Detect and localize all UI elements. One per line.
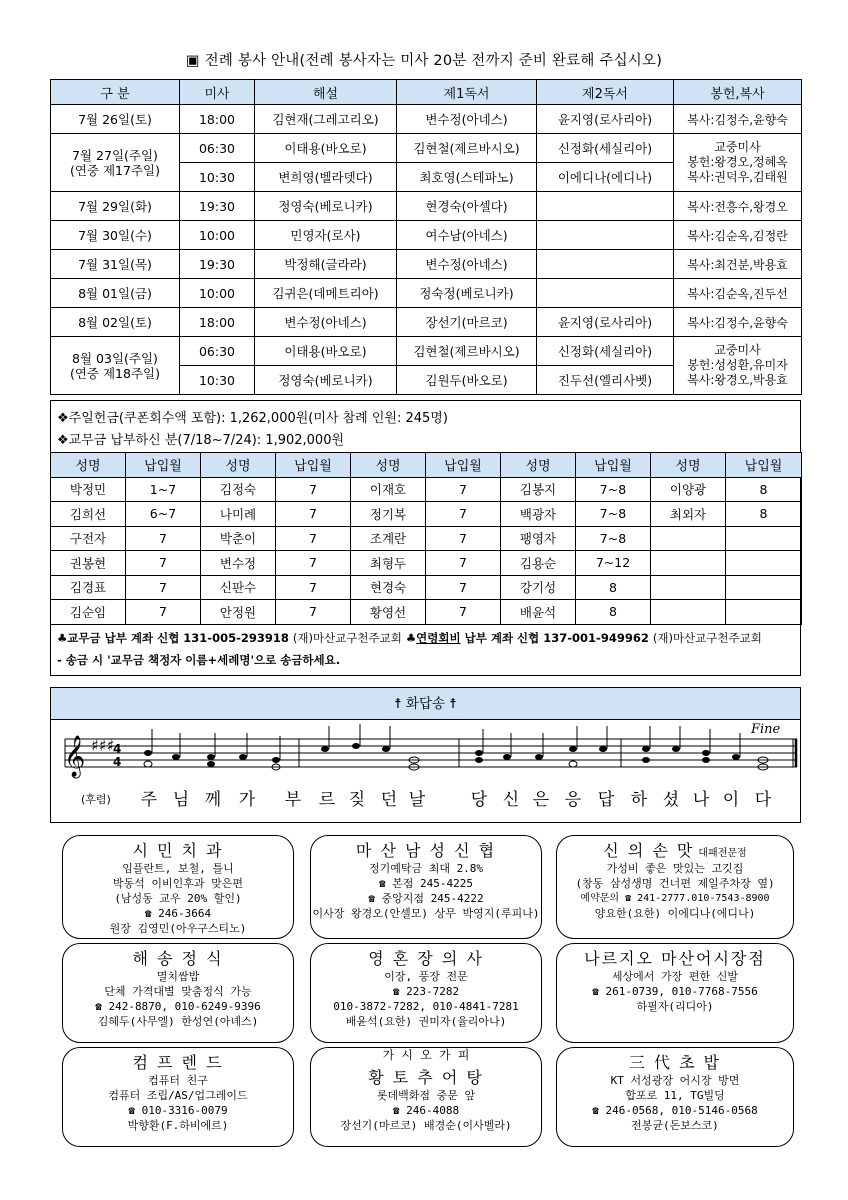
ad-line: 예약문의 ☎ 241-2777.010-7543-8900	[580, 893, 770, 904]
offering-text: 봉헌:성성환,유미자	[687, 358, 788, 372]
ad-box	[556, 943, 794, 1043]
member-name-cell: 이양광	[651, 477, 726, 502]
ad-box	[556, 835, 794, 939]
ad-line: 이사장 왕경오(안셀모) 상무 박영지(루피나)	[312, 907, 540, 920]
commentator-cell: 김현재(그레고리오)	[255, 105, 397, 134]
main-mass-text: 교중미사	[714, 343, 761, 357]
reading2-cell: 이에디나(에디나)	[537, 163, 674, 192]
commentator-cell: 김귀은(데메트리아)	[255, 279, 397, 308]
sunday-collection-line: ❖주일헌금(쿠폰회수액 포함): 1,262,000원(미사 참례 인원: 245명)	[57, 411, 448, 426]
ad-name	[63, 1050, 293, 1073]
table-header-row	[51, 80, 802, 105]
paid-month-cell: 7~12	[576, 551, 651, 576]
time-cell: 10:30	[180, 366, 255, 395]
date-cell	[51, 337, 180, 395]
member-name-cell: 김희선	[51, 502, 126, 527]
ad-line: 김혜두(사무엘) 한성연(아녜스)	[97, 1015, 259, 1028]
reading1-cell: 정숙정(베로니카)	[397, 279, 537, 308]
ad-name-text: 신 의 손 맛	[603, 841, 695, 860]
ad-line: 롯데백화점 중문 앞	[376, 1089, 476, 1102]
member-name-cell: 조계란	[351, 526, 426, 551]
paid-month-cell: 7~8	[576, 477, 651, 502]
time-cell: 06:30	[180, 337, 255, 366]
dues-total-line: ❖교무금 납부하신 분(7/18~7/24): 1,902,000원	[57, 433, 345, 448]
member-name-cell: 최형두	[351, 551, 426, 576]
commentator-cell: 변수정(아네스)	[255, 308, 397, 337]
ad-line: 박동석 이비인후과 맞은편	[112, 877, 244, 890]
lyric-syllable: 가	[238, 790, 256, 810]
member-name-cell: 신판수	[201, 575, 276, 600]
server-cell: 복사:김정수,윤향숙	[674, 105, 802, 134]
liturgy-schedule-table	[50, 79, 802, 395]
ad-box	[556, 1047, 794, 1147]
header-commentary: 해설	[255, 80, 397, 105]
member-name-cell: 이재호	[351, 477, 426, 502]
dues-header-row	[51, 453, 802, 478]
ad-name	[557, 838, 793, 861]
time-cell: 18:00	[180, 105, 255, 134]
member-name-cell: 김순임	[51, 600, 126, 625]
lyric-syllable: 짖	[348, 790, 366, 810]
ad-line: ☎ 223-7282	[392, 985, 460, 998]
header-name: 성명	[51, 453, 126, 478]
date-cell: 7월 31일(목)	[51, 250, 180, 279]
reading1-cell: 변수정(아네스)	[397, 105, 537, 134]
header-division: 구 분	[51, 80, 180, 105]
header-month: 납입월	[276, 453, 351, 478]
ad-line: 하필자(리디아)	[636, 1000, 714, 1013]
commentator-cell: 민영자(로사)	[255, 221, 397, 250]
header-reading2: 제2독서	[537, 80, 674, 105]
table-row	[51, 192, 802, 221]
paid-month-cell: 7	[276, 477, 351, 502]
sunday-text: (연중 제17주일)	[69, 162, 160, 178]
treble-clef-icon: 𝄞	[64, 736, 86, 777]
date-cell: 7월 26일(토)	[51, 105, 180, 134]
reading2-cell: 신정화(세실리아)	[537, 337, 674, 366]
lyric-syllable: 다	[754, 790, 772, 810]
time-cell: 18:00	[180, 308, 255, 337]
memorial-account: 납부 계좌 신협 137-001-949962	[460, 631, 649, 645]
transfer-note: - 송금 시 '교무금 책정자 이름+세례명'으로 송금하세요.	[57, 653, 341, 667]
server-cell	[674, 134, 802, 192]
ad-box	[310, 835, 542, 939]
paid-month-cell: 7	[426, 502, 501, 527]
memorial-account-holder: (재)마산교구천주교회	[652, 631, 762, 645]
date-text: 8월 03일(주일)	[72, 350, 158, 366]
memorial-fee-label: 연령회비	[416, 631, 461, 645]
time-signature-bottom: 4	[113, 755, 122, 769]
lyric-syllable: 주	[140, 790, 158, 810]
ad-name-text: 마 산 남 성 신 협	[355, 841, 497, 860]
paid-month-cell: 7	[126, 526, 201, 551]
member-name-cell: 최외자	[651, 502, 726, 527]
paid-month-cell	[726, 526, 802, 551]
header-month: 납입월	[726, 453, 802, 478]
paid-month-cell: 7	[276, 502, 351, 527]
club-icon: ♣	[405, 631, 417, 645]
ad-line: 임플란트, 보철, 틀니	[122, 862, 234, 875]
server-cell: 복사:김순옥,김정란	[674, 221, 802, 250]
ad-name	[311, 946, 541, 969]
dues-body	[51, 477, 802, 624]
table-row	[51, 337, 802, 366]
time-cell: 06:30	[180, 134, 255, 163]
ad-name	[63, 838, 293, 861]
paid-month-cell: 7	[426, 526, 501, 551]
ad-name-text: 시 민 치 과	[132, 841, 224, 860]
member-name-cell: 김용순	[501, 551, 576, 576]
member-name-cell: 안정원	[201, 600, 276, 625]
ad-line: 배윤석(요한) 권미자(율리아나)	[345, 1015, 507, 1028]
paid-month-cell: 1~7	[126, 477, 201, 502]
header-month: 납입월	[576, 453, 651, 478]
paid-month-cell: 7	[276, 575, 351, 600]
reading1-cell: 김원두(바오로)	[397, 366, 537, 395]
date-cell	[51, 134, 180, 192]
main-mass-text: 교중미사	[714, 140, 761, 154]
lyric-syllable: 응	[564, 790, 582, 810]
ad-line: 세상에서 가장 편한 신발	[611, 970, 739, 983]
paid-month-cell: 7	[426, 575, 501, 600]
header-month: 납입월	[126, 453, 201, 478]
ad-name	[557, 946, 793, 969]
ad-line: 컴퓨터 친구	[148, 1074, 208, 1087]
ad-line: 원장 김영민(아우구스티노)	[109, 922, 247, 935]
ad-name-text: 컴 프 렌 드	[132, 1053, 224, 1072]
server-cell	[674, 337, 802, 395]
paid-month-cell: 7~8	[576, 502, 651, 527]
ad-line: 전봉균(돈보스코)	[631, 1119, 719, 1132]
ad-name	[557, 1050, 793, 1073]
lyric-syllable: 날	[408, 790, 426, 810]
commentator-cell: 이태용(바오로)	[255, 337, 397, 366]
table-row	[51, 279, 802, 308]
reading1-cell: 김현철(제르바시오)	[397, 134, 537, 163]
table-row	[51, 308, 802, 337]
table-row	[51, 105, 802, 134]
lyric-syllable: 던	[380, 790, 398, 810]
date-cell: 7월 29일(화)	[51, 192, 180, 221]
member-name-cell: 백광자	[501, 502, 576, 527]
lyric-syllable: 신	[502, 790, 520, 810]
schedule-title: ▣ 전례 봉사 안내(전례 봉사자는 미사 20분 전까지 준비 완료해 주십시오)	[185, 53, 663, 69]
ad-box	[310, 943, 542, 1043]
member-name-cell	[651, 551, 726, 576]
time-cell: 10:00	[180, 221, 255, 250]
paid-month-cell: 7~8	[576, 526, 651, 551]
date-cell: 8월 01일(금)	[51, 279, 180, 308]
header-month: 납입월	[426, 453, 501, 478]
ad-line: 이장, 풍장 전문	[384, 970, 468, 983]
ad-line: ☎ 중앙지점 245-4222	[368, 892, 484, 905]
paid-month-cell: 7	[426, 477, 501, 502]
time-cell: 10:00	[180, 279, 255, 308]
responsorial-psalm-box	[50, 687, 801, 823]
lyric-syllable: 당	[470, 790, 488, 810]
lyric-syllable: 나	[692, 790, 710, 810]
date-cell: 8월 02일(토)	[51, 308, 180, 337]
staff-lines	[65, 739, 797, 767]
paid-month-cell: 6~7	[126, 502, 201, 527]
reading2-cell: 윤지영(로사리아)	[537, 105, 674, 134]
sunday-text: (연중 제18주일)	[69, 365, 160, 381]
paid-month-cell: 7	[276, 600, 351, 625]
member-name-cell: 김봉지	[501, 477, 576, 502]
server-text: 복사:권덕우,김태원	[687, 170, 788, 184]
server-cell: 복사:전흥수,왕경오	[674, 192, 802, 221]
header-name: 성명	[351, 453, 426, 478]
header-name: 성명	[501, 453, 576, 478]
ad-box	[62, 943, 294, 1043]
ad-name-text: 나르지오 마산어시장점	[584, 949, 766, 968]
commentator-cell: 박정해(글라라)	[255, 250, 397, 279]
paid-month-cell: 7	[126, 600, 201, 625]
ad-name	[311, 1065, 541, 1088]
reading2-cell	[537, 192, 674, 221]
member-name-cell: 변수정	[201, 551, 276, 576]
ad-line: 단체 가격대별 맞춤정식 가능	[104, 985, 252, 998]
reading1-cell: 현경숙(아셀다)	[397, 192, 537, 221]
paid-month-cell	[726, 600, 802, 625]
ad-subtitle: 가 시 오 가 피	[382, 1048, 470, 1062]
lyric-syllable: 답	[597, 790, 615, 810]
ad-line: ☎ 246-0568, 010-5146-0568	[592, 1104, 758, 1117]
ad-line: (남성동 교우 20% 할인)	[114, 892, 242, 905]
ad-name-text: 해 송 정 식	[132, 949, 224, 968]
paid-month-cell: 7	[426, 551, 501, 576]
ad-line: 컴퓨터 조립/AS/업그레이드	[108, 1089, 248, 1102]
time-cell: 19:30	[180, 192, 255, 221]
member-name-cell: 구전자	[51, 526, 126, 551]
header-name: 성명	[651, 453, 726, 478]
header-name: 성명	[201, 453, 276, 478]
dues-table	[50, 452, 802, 625]
commentator-cell: 변희영(벨라뎃다)	[255, 163, 397, 192]
paid-month-cell: 8	[726, 502, 802, 527]
ad-name-text: 황 토 추 어 탕	[368, 1068, 484, 1087]
lyric-syllable: 하	[630, 790, 648, 810]
ad-box	[62, 1047, 294, 1147]
reading1-cell: 변수정(아네스)	[397, 250, 537, 279]
ad-line: 010-3872-7282, 010-4841-7281	[333, 1000, 519, 1013]
server-cell: 복사:김순옥,진두선	[674, 279, 802, 308]
date-cell: 7월 30일(수)	[51, 221, 180, 250]
ad-line: 박향환(F.하비에르)	[127, 1119, 229, 1132]
paid-month-cell: 7	[426, 600, 501, 625]
paid-month-cell: 8	[726, 477, 802, 502]
lyric-syllable: 님	[172, 790, 190, 810]
music-staff	[51, 721, 800, 823]
table-row	[51, 502, 802, 527]
reading2-cell: 윤지영(로사리아)	[537, 308, 674, 337]
ad-line: ☎ 본점 245-4225	[378, 877, 474, 890]
paid-month-cell: 8	[576, 575, 651, 600]
member-name-cell: 강기성	[501, 575, 576, 600]
paid-month-cell	[726, 575, 802, 600]
ad-name	[63, 946, 293, 969]
time-signature-top: 4	[113, 742, 122, 756]
ad-line: 장선기(마르코) 배경순(이사벨라)	[340, 1119, 512, 1132]
time-cell: 19:30	[180, 250, 255, 279]
reading2-cell: 신정화(세실리아)	[537, 134, 674, 163]
ad-line: 정기예탁금 최대 2.8%	[368, 862, 484, 875]
member-name-cell: 박정민	[51, 477, 126, 502]
member-name-cell: 현경숙	[351, 575, 426, 600]
commentator-cell: 이태용(바오로)	[255, 134, 397, 163]
ad-line: ☎ 246-3664	[144, 907, 212, 920]
ad-line: ☎ 242-8870, 010-6249-9396	[95, 1000, 261, 1013]
member-name-cell	[651, 526, 726, 551]
member-name-cell: 팽영자	[501, 526, 576, 551]
ad-line: ☎ 261-0739, 010-7768-7556	[592, 985, 758, 998]
notes	[144, 743, 768, 770]
commentator-cell: 정영숙(베로니카)	[255, 366, 397, 395]
member-name-cell: 박춘이	[201, 526, 276, 551]
ad-name-sub: 대패전문점	[698, 848, 747, 859]
table-row	[51, 551, 802, 576]
paid-month-cell: 7	[276, 551, 351, 576]
reading2-cell	[537, 221, 674, 250]
paid-month-cell	[726, 551, 802, 576]
ad-box	[62, 835, 294, 939]
paid-month-cell: 8	[576, 600, 651, 625]
table-row	[51, 526, 802, 551]
lyrics	[141, 789, 772, 810]
ad-line: ☎ 010-3316-0079	[128, 1104, 228, 1117]
member-name-cell: 배윤석	[501, 600, 576, 625]
paid-month-cell: 7	[126, 551, 201, 576]
table-row	[51, 600, 802, 625]
lyric-syllable: 부	[284, 790, 302, 810]
lyric-syllable: 이	[722, 790, 740, 810]
paid-month-cell: 7	[126, 575, 201, 600]
account-note	[57, 630, 762, 646]
dues-account-holder: (재)마산교구천주교회	[292, 631, 402, 645]
commentator-cell: 정영숙(베로니카)	[255, 192, 397, 221]
note-stems	[152, 724, 740, 760]
member-name-cell: 김정숙	[201, 477, 276, 502]
refrain-label: (후렴)	[81, 793, 111, 806]
ad-name-text: 영 혼 장 의 사	[368, 949, 484, 968]
psalm-title: ☨ 화답송 ☨	[51, 688, 800, 720]
offering-section	[50, 400, 801, 676]
ad-line: (창동 삼성생명 건너편 제일주차장 옆)	[575, 877, 775, 890]
lyric-syllable: 르	[318, 790, 336, 810]
sharp-icon: ♯♯♯	[91, 736, 115, 755]
lyric-syllable: 께	[204, 790, 222, 810]
lyric-syllable: 셨	[662, 790, 680, 810]
time-cell: 10:30	[180, 163, 255, 192]
reading2-cell	[537, 279, 674, 308]
reading1-cell: 최호영(스테파노)	[397, 163, 537, 192]
server-cell: 복사:김정수,윤향숙	[674, 308, 802, 337]
member-name-cell	[651, 600, 726, 625]
offering-text: 봉헌:왕경오,정혜옥	[687, 155, 788, 169]
member-name-cell: 나미례	[201, 502, 276, 527]
reading2-cell: 진두선(엘리사벳)	[537, 366, 674, 395]
lyric-syllable: 은	[532, 790, 550, 810]
server-cell: 복사:최건분,박용효	[674, 250, 802, 279]
table-row	[51, 575, 802, 600]
ad-line: 양요한(요한) 이에디나(에디나)	[594, 907, 756, 920]
ad-line: 멸치쌈밥	[156, 970, 200, 983]
member-name-cell: 정기복	[351, 502, 426, 527]
member-name-cell: 권봉현	[51, 551, 126, 576]
dues-account: ♣교무금 납부 계좌 신협 131-005-293918	[57, 631, 289, 645]
ad-name	[311, 838, 541, 861]
paid-month-cell: 7	[276, 526, 351, 551]
date-text: 7월 27일(주일)	[72, 147, 158, 163]
reading2-cell	[537, 250, 674, 279]
header-reading1: 제1독서	[397, 80, 537, 105]
header-offering: 봉헌,복사	[674, 80, 802, 105]
member-name-cell: 김경표	[51, 575, 126, 600]
server-text: 복사:왕경오,박용효	[687, 373, 788, 387]
reading1-cell: 김현철(제르바시오)	[397, 337, 537, 366]
ad-name-text: 三 代 초 밥	[628, 1053, 722, 1072]
table-row	[51, 221, 802, 250]
ad-box	[310, 1047, 542, 1147]
member-name-cell: 황영선	[351, 600, 426, 625]
fine-label: Fine	[751, 722, 781, 737]
reading1-cell: 여수남(아네스)	[397, 221, 537, 250]
table-row	[51, 477, 802, 502]
ad-line: ☎ 246-4088	[392, 1104, 460, 1117]
table-row	[51, 250, 802, 279]
ad-line: 합포로 11, TG빌딩	[625, 1089, 725, 1102]
table-row	[51, 134, 802, 163]
header-mass: 미사	[180, 80, 255, 105]
reading1-cell: 장선기(마르코)	[397, 308, 537, 337]
ad-line: KT 서성광장 어시장 방면	[610, 1074, 740, 1087]
ad-line: 가성비 좋은 맛있는 고깃집	[606, 862, 744, 875]
member-name-cell	[651, 575, 726, 600]
